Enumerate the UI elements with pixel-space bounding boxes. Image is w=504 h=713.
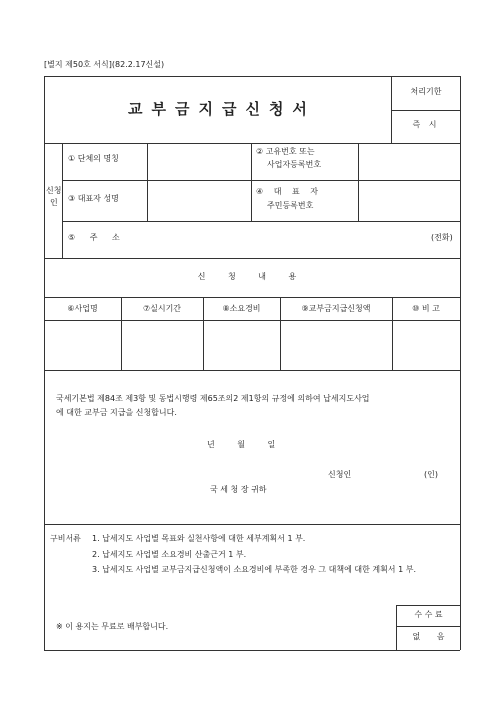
frame-left [44,76,45,650]
seal-label: (인) [424,470,438,479]
fee-mid-line [396,626,460,627]
id-number-label-1: ② 고유번호 또는 [256,147,315,156]
column-header-period: ⑦실시기간 [142,304,182,313]
column-header-project: ⑥사업명 [67,304,98,313]
frame-bottom [44,650,460,651]
attachment-item-3: 3. 납세지도 사업별 교부금지급신청액이 소요경비에 부족한 경우 그 대책에 대한 계획서 1 부. [92,565,416,574]
frame-right [460,76,461,650]
rep-id-label-1: ④ 대 표 자 [256,187,322,196]
processing-label: 처리기한 [410,87,442,96]
content-bottom-line [44,370,460,371]
form-title: 교부금지급신청서 [128,100,316,118]
content-header-line [44,320,460,321]
free-distribution-note: ※ 이 용지는 무료로 배부합니다. [56,622,169,631]
column-header-expense: ⑧소요경비 [222,304,261,313]
applicant-bottom-line [44,258,460,259]
fee-value: 없 음 [412,632,445,641]
id-number-label-2: 사업자등록번호 [267,160,322,169]
statement-bottom-line [44,524,460,525]
content-heading-line [44,297,460,298]
addressee: 국 세 청 장 귀하 [210,485,267,494]
applicant-row-line-1 [62,180,460,181]
fee-top-line [396,605,460,606]
rep-name-label: ③ 대표자 성명 [68,194,119,203]
column-header-remarks: ⑩ 비 고 [412,304,440,313]
statement-line-2: 에 대한 교부금 지급을 신청합니다. [56,408,177,417]
signature-label: 신청인 [328,470,352,479]
content-heading: 신 청 내 용 [197,272,307,281]
attachment-item-1: 1. 납세지도 사업별 목표와 실천사항에 대한 세부계획서 1 부. [92,534,306,543]
address-label: ⑤ 주 소 [68,233,126,242]
column-header-requested-amount: ⑨교부금지급신청액 [301,304,371,313]
phone-label: (전화) [431,233,453,242]
applicant-label-2: 인 [50,198,58,207]
fee-label: 수 수 료 [414,610,443,619]
processing-value: 즉 시 [412,120,440,129]
org-name-label: ① 단체의 명칭 [68,154,119,163]
processing-mid-line [391,110,460,111]
applicant-label-col-divider [147,143,148,221]
applicant-row-line-2 [62,221,460,222]
form-header: [별지 제50호 서식](82.2.17신설) [44,60,165,69]
applicant-label-divider [62,143,63,258]
frame-top [44,76,460,77]
applicant-right-divider [358,143,359,221]
rep-id-label-2: 주민등록번호 [267,201,314,210]
attachments-label: 구비서류 [50,534,81,543]
statement-line-1: 국세기본법 제84조 제3항 및 동법시행령 제65조의2 제1항의 규정에 의하여 납세지도사업 [56,394,370,403]
applicant-mid-divider [251,143,252,221]
date-line: 년 월 일 [207,440,276,449]
attachment-item-2: 2. 납세지도 사업별 소요경비 산출근거 1 부. [92,550,247,559]
title-bottom-line [44,143,460,144]
applicant-label-1: 신청 [46,186,62,195]
